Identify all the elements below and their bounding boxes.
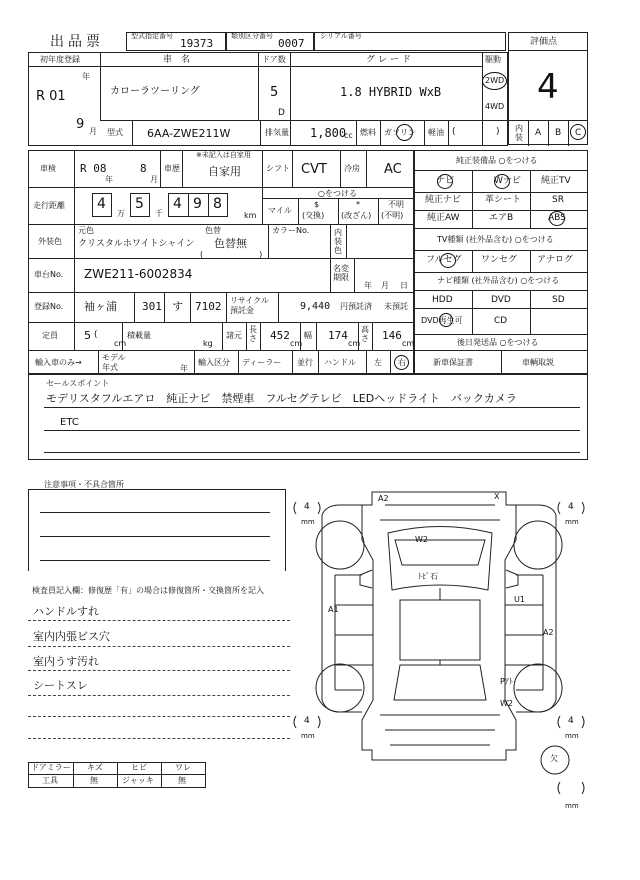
original-color-label: 元色: [78, 226, 94, 235]
tools-v2: 無: [90, 776, 98, 785]
interior-label: 内装: [515, 124, 523, 142]
import-parallel: 並行: [297, 358, 313, 367]
inspector-line-1: ハンドルすれ: [33, 605, 99, 618]
doors-type: D: [278, 108, 285, 118]
color-no-label: カラーNo.: [272, 226, 310, 235]
unknown-text: (不明): [381, 211, 404, 220]
color-change-paren: ( ): [200, 250, 263, 259]
fuel-label: 燃料: [360, 128, 376, 137]
opt-airbag: エアB: [489, 213, 514, 223]
interior-b: B: [555, 128, 562, 138]
navi-title: ナビ種類 (社外品含む) ○をつける: [437, 276, 560, 285]
tools-h3: ヒビ: [131, 763, 147, 772]
original-color-value: クリスタルホワイトシャイン: [78, 239, 195, 249]
inspection-year-unit: 年: [105, 175, 113, 184]
later-warranty: 新車保証書: [433, 358, 473, 367]
inspection-month: 8: [140, 162, 147, 175]
recycle-status: 円預託済: [340, 302, 372, 311]
mileage-unit-man: 万: [117, 209, 125, 218]
tools-v3: ジャッキ: [122, 776, 154, 785]
length-value: 452: [270, 329, 290, 342]
color-change-label: 色替: [205, 226, 221, 235]
later-manual: 車輌取説: [522, 358, 554, 367]
mileage-label: 走行距離: [33, 201, 65, 210]
usage-value: 自家用: [208, 165, 241, 178]
load-label: 積載量: [127, 331, 151, 340]
tire-rl-value: 4: [304, 716, 310, 726]
tools-v4: 無: [178, 776, 186, 785]
opt-aw: 純正AW: [427, 213, 460, 223]
tools-h1: ドアミラー: [31, 763, 71, 772]
unknown-label: 不明: [388, 200, 404, 209]
inspector-line-2: 室内内張ビス穴: [33, 630, 110, 643]
damage-a1: A1: [328, 605, 339, 614]
spare-label: 欠: [550, 754, 558, 763]
fuel-light-oil: 軽油: [428, 128, 444, 137]
name-change-year: 年: [364, 281, 372, 290]
registration-region: 袖ヶ浦: [84, 300, 117, 313]
capacity-label: 定員: [42, 331, 58, 340]
mileage-digit-3: 4: [173, 196, 182, 212]
shift-value: CVT: [301, 162, 327, 177]
opt-wnavi: Wナビ: [494, 176, 521, 186]
cooler-value: AC: [384, 162, 402, 177]
tamper-symbol: *: [356, 200, 360, 209]
tv-title: TV種類 (社外品含む) ○をつける: [437, 235, 554, 244]
damage-w2-front: W2: [415, 535, 428, 544]
drive-2wd: 2WD: [485, 76, 505, 85]
opt-leather: 革シート: [485, 195, 522, 205]
fuel-gasoline: ガソリン: [384, 128, 416, 137]
tools-v1: 工具: [42, 776, 58, 785]
dims-label: 諸元: [226, 331, 242, 340]
registration-kana: す: [172, 300, 183, 313]
damage-a2-right: A2: [543, 628, 554, 637]
first-reg-era: R 01: [36, 89, 66, 104]
registration-class: 301: [142, 300, 162, 313]
tools-h4: ワレ: [175, 763, 191, 772]
inspection-era: R 08: [80, 162, 107, 175]
model-year-unit: 年: [180, 364, 188, 373]
opt-genuine-navi: 純正ナビ: [425, 195, 462, 205]
grade-value: 1.8 HYBRID WxB: [340, 85, 442, 99]
handle-left: 左: [374, 358, 382, 367]
opt-tv: 純正TV: [541, 176, 571, 186]
car-name-value: カローラツーリング: [110, 86, 200, 97]
category-label: 類別区分番号: [231, 32, 273, 40]
import-dealer: ディーラー: [242, 358, 282, 367]
navi-cd: CD: [494, 316, 508, 326]
doors-label: ドア数: [262, 55, 286, 64]
model-label: 型式: [107, 128, 123, 137]
usage-label: 車歴: [164, 164, 180, 173]
inspector-line-4: シートスレ: [33, 679, 88, 692]
opt-navi: ナビ: [436, 176, 455, 186]
color-label: 外装色: [38, 237, 62, 246]
inspector-line-3: 室内うす汚れ: [33, 655, 99, 668]
recycle-unpaid: 未預託: [384, 302, 408, 311]
interior-color-label: 内装色: [334, 228, 342, 255]
length-unit: cm: [290, 339, 303, 348]
inspector-label: 検査員記入欄：修復歴「有」の場合は修復箇所・交換箇所を記入: [32, 586, 264, 595]
model-year-label: モデル 年式: [102, 353, 126, 372]
name-change-day: 日: [400, 281, 408, 290]
usage-note: ※未記入は自家用: [196, 151, 251, 159]
mileage-digit-4: 9: [193, 196, 202, 212]
grade-label: グレード: [366, 55, 415, 65]
tv-analog: アナログ: [537, 255, 574, 265]
name-change-label: 名変 期限: [333, 264, 349, 282]
score-value: 4: [537, 67, 559, 107]
mile-label: マイル: [268, 206, 292, 215]
import-label: 輸入車のみ→: [35, 358, 82, 367]
import-type-label: 輸入区分: [198, 358, 230, 367]
score-label: 評価点: [530, 37, 558, 47]
category-value: 0007: [278, 37, 305, 50]
car-name-label: 車 名: [163, 55, 191, 65]
interior-c: C: [575, 128, 582, 138]
drive-4wd: 4WD: [485, 102, 505, 111]
inspection-month-unit: 月: [150, 175, 158, 184]
first-reg-label: 初年度登録: [40, 55, 80, 64]
navi-dvd-play: DVD再生可: [421, 316, 463, 325]
sales-line-1: モデリスタフルエアロ 純正ナビ 禁煙車 フルセグテレビ LEDヘッドライト バックカメラ: [46, 392, 517, 405]
tire-fl-unit: mm: [301, 518, 315, 526]
tv-fullseg: フルセグ: [426, 255, 462, 265]
damage-chip: ﾄﾋﾞ石: [418, 572, 438, 581]
mileage-digit-2: 5: [135, 196, 144, 212]
recycle-value: 9,440: [300, 301, 331, 312]
tire-fl-value: 4: [304, 502, 310, 512]
cooler-label: 冷房: [344, 164, 360, 173]
mileage-circle-note: ○をつける: [318, 189, 357, 198]
drive-label: 駆動: [485, 55, 501, 64]
tire-fr-value: 4: [568, 502, 574, 512]
caution-label: 注意事項・不具合箇所: [44, 480, 124, 489]
displacement-unit: cc: [344, 131, 353, 140]
fuel-close: ): [496, 127, 500, 137]
recycle-label: リサイクル 預託金: [230, 296, 269, 315]
navi-hdd: HDD: [432, 295, 453, 305]
capacity-value: 5: [84, 329, 91, 342]
width-unit: cm: [348, 339, 361, 348]
color-change-value: 色替無: [214, 237, 247, 250]
chassis-label: 車台No.: [34, 270, 64, 279]
model-designation-label: 型式指定番号: [131, 32, 173, 40]
handle-right: 右: [398, 358, 406, 367]
form-title: 出品票: [50, 34, 104, 50]
height-label: 高さ: [361, 325, 369, 343]
displacement-label: 排気量: [265, 128, 289, 137]
opt-sr: SR: [552, 195, 564, 205]
mileage-digit-5: 8: [213, 196, 222, 212]
tv-oneseg: ワンセグ: [481, 255, 518, 265]
handle-label: ハンドル: [324, 358, 356, 367]
first-reg-month: 9: [76, 117, 85, 132]
sales-label: セールスポイント: [46, 379, 110, 388]
displacement-value: 1,800: [310, 126, 347, 140]
shift-label: シフト: [266, 164, 290, 173]
tire-rr-unit: mm: [565, 732, 579, 740]
load-unit: kg: [203, 339, 213, 348]
tools-h2: キズ: [87, 763, 103, 772]
navi-sd: SD: [552, 295, 565, 305]
width-label: 幅: [304, 331, 312, 340]
serial-label: シリアル番号: [320, 32, 362, 40]
damage-w2-rear: W2: [500, 699, 513, 708]
mileage-unit-sen: 千: [155, 209, 163, 218]
capacity-unit: cm: [114, 339, 127, 348]
name-change-month: 月: [381, 281, 389, 290]
model-designation-value: 19373: [180, 37, 214, 50]
height-unit: cm: [402, 339, 415, 348]
spare-unit: mm: [565, 802, 579, 810]
registration-label: 登録No.: [34, 302, 64, 311]
tamper-text: (改ざん): [341, 211, 372, 220]
tire-rr-value: 4: [568, 716, 574, 726]
length-label: 長さ: [249, 325, 257, 343]
inspection-label: 車検: [40, 164, 56, 173]
damage-u1: U1: [514, 595, 525, 604]
height-value: 146: [382, 329, 402, 342]
doors-value: 5: [270, 85, 279, 100]
registration-number: 7102: [195, 300, 222, 313]
tire-fr-unit: mm: [565, 518, 579, 526]
sales-line-2: ETC: [60, 417, 79, 428]
swap-text: (交換): [302, 211, 325, 220]
opt-abs: ABS: [548, 213, 566, 223]
damage-x: X: [494, 492, 500, 501]
later-title: 後日発送品 ○をつける: [457, 338, 539, 347]
damage-pato: Pｱﾄ: [500, 677, 513, 686]
mileage-unit-km: km: [244, 211, 257, 220]
first-reg-month-unit: 月: [89, 127, 97, 136]
mileage-digit-1: 4: [97, 196, 106, 212]
tire-rl-unit: mm: [301, 732, 315, 740]
damage-a2-front: A2: [378, 494, 389, 503]
chassis-value: ZWE211-6002834: [84, 267, 193, 281]
width-value: 174: [328, 329, 348, 342]
model-value: 6AA-ZWE211W: [147, 127, 231, 140]
navi-dvd: DVD: [491, 295, 511, 305]
first-reg-year-unit: 年: [82, 72, 90, 81]
interior-a: A: [535, 128, 542, 138]
swap-symbol: $: [314, 200, 320, 209]
fuel-open: (: [452, 127, 456, 137]
genuine-title: 純正装備品 ○をつける: [456, 156, 538, 165]
